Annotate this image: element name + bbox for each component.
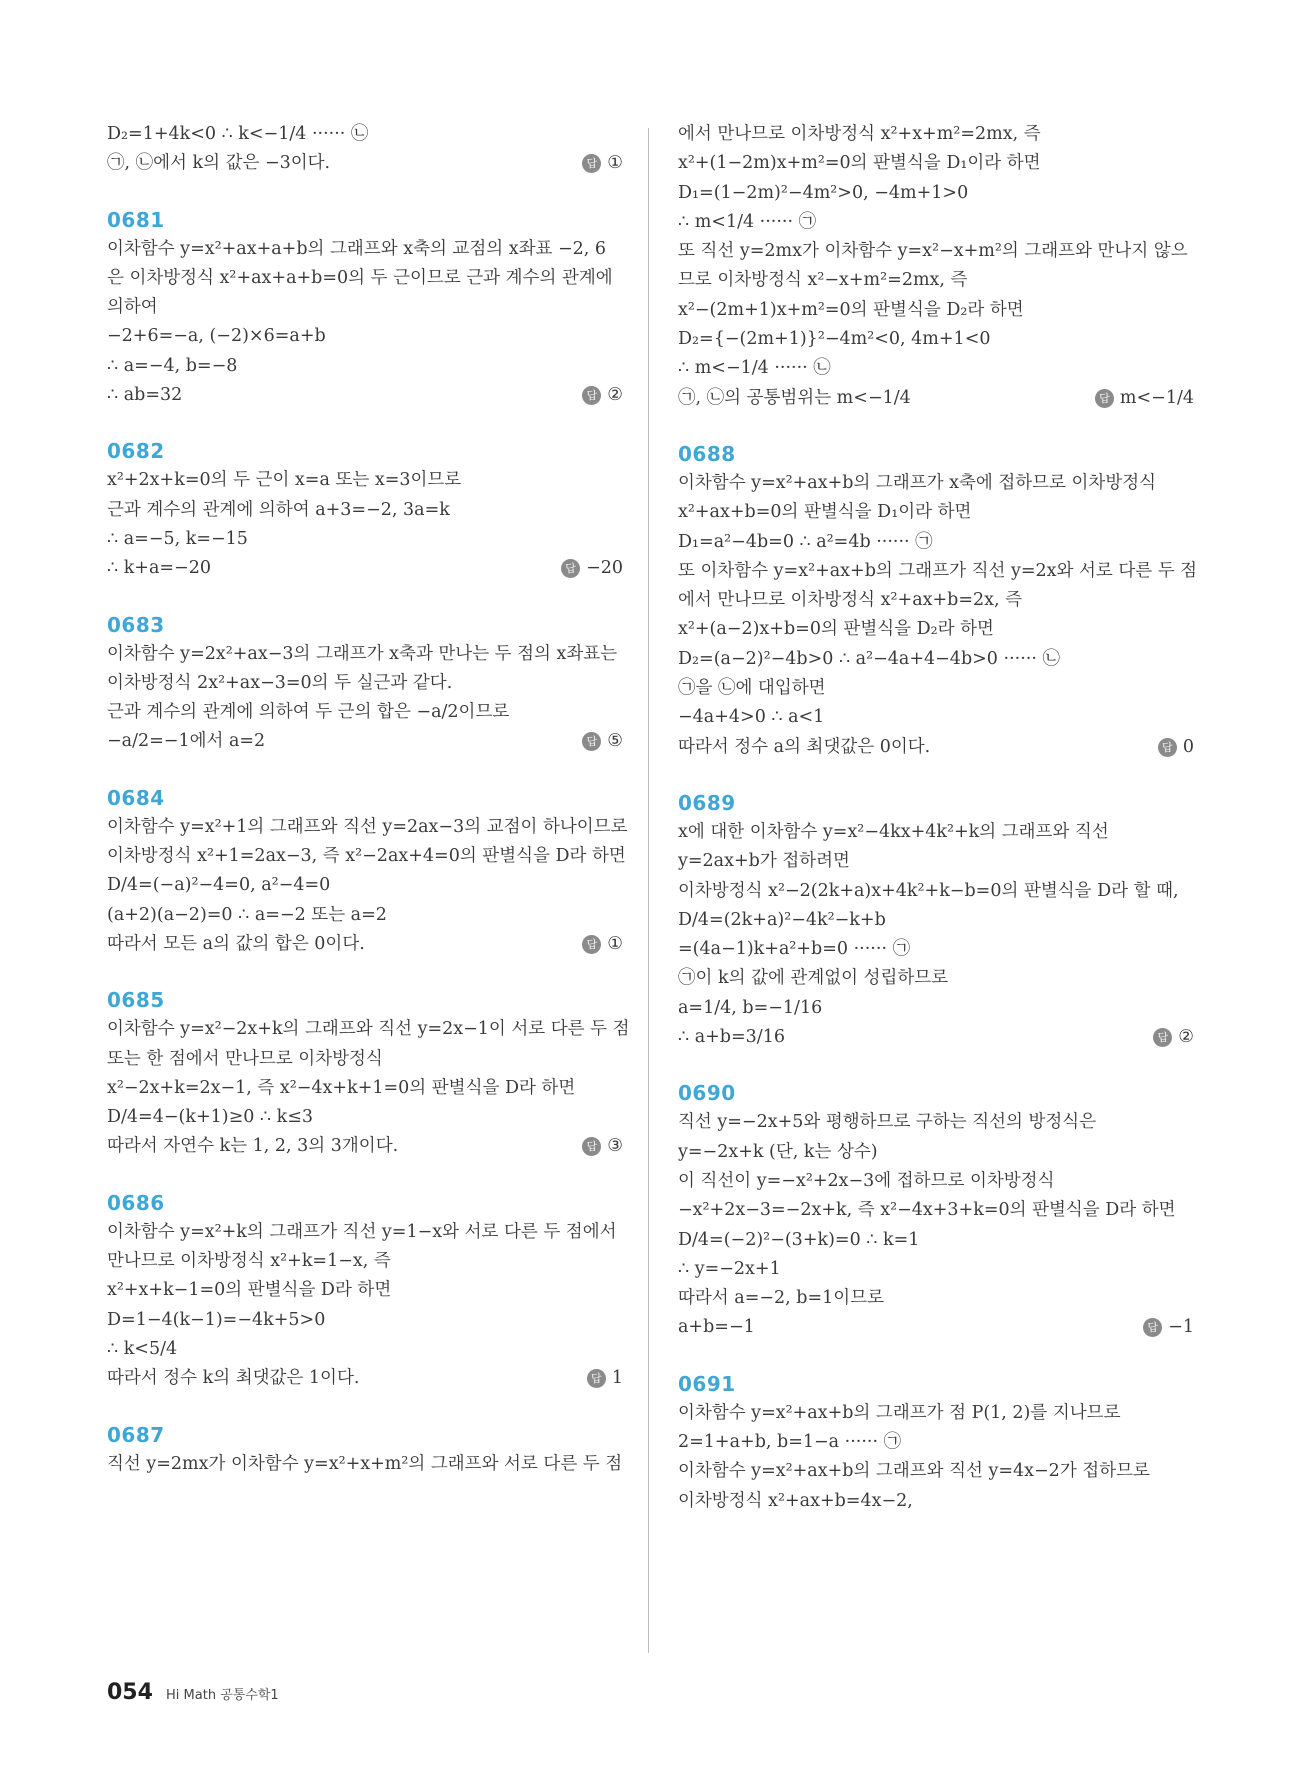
solution-line bbox=[678, 674, 1194, 703]
solution-line bbox=[107, 235, 623, 264]
solution-text: x²−(2m+1)x+m²=0의 판별식을 D₂라 하면 bbox=[678, 299, 1024, 320]
solution-text: ∴ k<5/4 bbox=[107, 1338, 178, 1359]
solution-line bbox=[107, 1247, 623, 1276]
solution-text: ∴ a+b=3/16 bbox=[678, 1027, 785, 1048]
answer-badge-icon: 답 bbox=[582, 935, 601, 954]
solution-text: 에서 만나므로 이차방정식 x²+ax+b=2x, 즉 bbox=[678, 590, 1023, 611]
solution-text: 이차함수 y=x²+ax+b의 그래프가 점 P(1, 2)를 지나므로 bbox=[678, 1402, 1121, 1423]
answer-value: ② bbox=[607, 385, 623, 406]
solution-line bbox=[107, 1045, 623, 1074]
answer bbox=[587, 1364, 623, 1393]
solution-text: 또는 한 점에서 만나므로 이차방정식 bbox=[107, 1048, 383, 1069]
solution-line bbox=[107, 1218, 623, 1247]
answer-badge-icon: 답 bbox=[1153, 1028, 1172, 1047]
solution-line bbox=[678, 120, 1194, 149]
solution-text: a=1/4, b=−1/16 bbox=[678, 997, 823, 1018]
page-footer bbox=[107, 1680, 279, 1705]
solution-line bbox=[678, 964, 1194, 993]
answer-badge-icon: 답 bbox=[1158, 738, 1177, 757]
answer-line bbox=[678, 1313, 1194, 1342]
solution-text: ∴ k+a=−20 bbox=[107, 558, 211, 579]
answer-value: ③ bbox=[607, 1136, 623, 1157]
solution-line bbox=[107, 1103, 623, 1132]
solution-line bbox=[107, 322, 623, 351]
solution-line bbox=[678, 149, 1194, 178]
solution-text: 이차방정식 x²+1=2ax−3, 즉 x²−2ax+4=0의 판별식을 D라 하면 bbox=[107, 846, 626, 867]
problem-number: 0687 bbox=[107, 1422, 165, 1447]
solution-line bbox=[107, 1450, 623, 1479]
solution-text: 이차함수 y=2x²+ax−3의 그래프가 x축과 만나는 두 점의 x좌표는 bbox=[107, 643, 618, 664]
problem-number: 0683 bbox=[107, 612, 165, 637]
solution-text: 따라서 자연수 k는 1, 2, 3의 3개이다. bbox=[107, 1136, 399, 1157]
solution-text: D₁=(1−2m)²−4m²>0, −4m+1>0 bbox=[678, 182, 969, 203]
solution-text: ㉠이 k의 값에 관계없이 성립하므로 bbox=[678, 968, 949, 989]
solution-text: D₁=a²−4b=0 ∴ a²=4b ······ ㉠ bbox=[678, 531, 933, 552]
solution-line bbox=[107, 293, 623, 322]
solution-text: D=1−4(k−1)=−4k+5>0 bbox=[107, 1309, 326, 1330]
problem-section bbox=[678, 439, 1198, 762]
solution-text: 이차함수 y=x²+ax+b의 그래프와 직선 y=4x−2가 접하므로 bbox=[678, 1461, 1150, 1482]
solution-text: D₂=1+4k<0 ∴ k<−1/4 ······ ㉡ bbox=[107, 124, 369, 144]
solution-text: ∴ y=−2x+1 bbox=[678, 1258, 781, 1279]
solution-line bbox=[107, 640, 623, 669]
answer-badge-icon: 답 bbox=[582, 1137, 601, 1156]
solution-text: ∴ a=−5, k=−15 bbox=[107, 528, 248, 549]
solution-line bbox=[678, 1487, 1194, 1516]
answer-value: ① bbox=[607, 153, 623, 174]
solution-line bbox=[678, 498, 1194, 527]
answer bbox=[1158, 733, 1194, 762]
solution-line bbox=[678, 615, 1194, 644]
answer-value: 0 bbox=[1182, 736, 1194, 757]
answer-badge-icon: 답 bbox=[587, 1369, 606, 1388]
solution-line bbox=[678, 586, 1194, 615]
solution-text: −x²+2x−3=−2x+k, 즉 x²−4x+3+k=0의 판별식을 D라 하면 bbox=[678, 1200, 1176, 1221]
answer-badge-icon: 답 bbox=[1095, 389, 1114, 408]
problem-section bbox=[107, 436, 623, 583]
solution-line bbox=[107, 1306, 623, 1335]
solution-text: 따라서 모든 a의 값의 합은 0이다. bbox=[107, 933, 365, 954]
answer-badge-icon: 답 bbox=[582, 386, 601, 405]
solution-text: 이차방정식 x²−2(2k+a)x+4k²+k−b=0의 판별식을 D라 할 때, bbox=[678, 880, 1179, 901]
solution-text: −a/2=−1에서 a=2 bbox=[107, 731, 266, 752]
answer-value: −20 bbox=[586, 558, 623, 579]
answer-line bbox=[678, 384, 1194, 413]
answer bbox=[582, 727, 623, 756]
answer-badge-icon: 답 bbox=[561, 559, 580, 578]
answer bbox=[1153, 1023, 1194, 1052]
solution-text: 근과 계수의 관계에 의하여 두 근의 합은 −a/2이므로 bbox=[107, 702, 510, 723]
problem-number: 0686 bbox=[107, 1190, 165, 1215]
solution-text: 이 직선이 y=−x²+2x−3에 접하므로 이차방정식 bbox=[678, 1170, 1055, 1191]
solution-line bbox=[107, 1074, 623, 1103]
solution-line bbox=[678, 1255, 1194, 1284]
answer-line bbox=[107, 149, 623, 178]
problem-section bbox=[678, 1369, 1194, 1516]
answer-value: ① bbox=[607, 933, 623, 954]
solution-line bbox=[107, 466, 623, 495]
solution-line bbox=[678, 469, 1194, 498]
solution-line bbox=[107, 1276, 623, 1305]
solution-text: 이차방정식 x²+ax+b=4x−2, bbox=[678, 1490, 913, 1511]
solution-text: x에 대한 이차함수 y=x²−4kx+4k²+k의 그래프와 직선 bbox=[678, 821, 1109, 842]
solution-text: (a+2)(a−2)=0 ∴ a=−2 또는 a=2 bbox=[107, 904, 387, 925]
solution-line bbox=[678, 1284, 1194, 1313]
problem-section bbox=[107, 1188, 623, 1394]
answer bbox=[1143, 1313, 1194, 1342]
column-divider bbox=[648, 128, 649, 1653]
book-title: Hi Math 공통수학1 bbox=[166, 1688, 279, 1703]
answer-value: −1 bbox=[1168, 1317, 1194, 1338]
right-column bbox=[678, 120, 1198, 1516]
problem-number: 0689 bbox=[678, 790, 736, 815]
answer bbox=[561, 554, 623, 583]
solution-line bbox=[678, 906, 1194, 935]
solution-line bbox=[678, 935, 1194, 964]
solution-line bbox=[678, 1108, 1194, 1137]
problem-number: 0685 bbox=[107, 988, 165, 1013]
answer-value: 1 bbox=[611, 1368, 623, 1389]
answer-value: ⑤ bbox=[607, 731, 623, 752]
solution-text: 또 직선 y=2mx가 이차함수 y=x²−x+m²의 그래프와 만나지 않으 bbox=[678, 241, 1188, 262]
problem-number: 0681 bbox=[107, 207, 165, 232]
solution-text: 만나므로 이차방정식 x²+k=1−x, 즉 bbox=[107, 1251, 391, 1272]
answer-line bbox=[107, 727, 623, 756]
problem-number: 0688 bbox=[678, 441, 736, 466]
solution-line bbox=[107, 1335, 623, 1364]
solution-text: ㉠, ㉡에서 k의 값은 −3이다. bbox=[107, 153, 331, 174]
solution-text: ∴ m<1/4 ······ ㉠ bbox=[678, 211, 817, 232]
solution-line bbox=[678, 557, 1198, 586]
solution-text: 근과 계수의 관계에 의하여 a+3=−2, 3a=k bbox=[107, 499, 450, 520]
solution-line bbox=[678, 208, 1194, 237]
answer bbox=[582, 1132, 623, 1161]
solution-text: 따라서 정수 a의 최댓값은 0이다. bbox=[678, 736, 931, 757]
solution-text: −2+6=−a, (−2)×6=a+b bbox=[107, 326, 326, 347]
answer-line bbox=[678, 733, 1194, 762]
solution-line bbox=[678, 877, 1194, 906]
solution-text: D₂=(a−2)²−4b>0 ∴ a²−4a+4−4b>0 ······ ㉡ bbox=[678, 648, 1060, 669]
answer bbox=[582, 149, 623, 178]
problem-number: 0690 bbox=[678, 1081, 736, 1106]
problem-section bbox=[107, 205, 623, 411]
solution-line bbox=[678, 1457, 1194, 1486]
solution-line bbox=[678, 528, 1194, 557]
solution-text: 2=1+a+b, b=1−a ······ ㉠ bbox=[678, 1431, 902, 1452]
answer-line bbox=[678, 1023, 1194, 1052]
solution-text: D/4=4−(k+1)≥0 ∴ k≤3 bbox=[107, 1107, 314, 1128]
problem-section bbox=[107, 1420, 623, 1479]
solution-text: y=−2x+k (단, k는 상수) bbox=[678, 1141, 878, 1162]
solution-line bbox=[107, 669, 623, 698]
solution-text: 이차함수 y=x²+1의 그래프와 직선 y=2ax−3의 교점이 하나이므로 bbox=[107, 816, 628, 837]
answer-value: m<−1/4 bbox=[1119, 387, 1194, 408]
problem-section bbox=[678, 1078, 1194, 1342]
solution-text: D/4=(−a)²−4=0, a²−4=0 bbox=[107, 875, 331, 896]
solution-text: 이차함수 y=x²+ax+a+b의 그래프와 x축의 교점의 x좌표 −2, 6 bbox=[107, 238, 607, 259]
solution-text: 따라서 정수 k의 최댓값은 1이다. bbox=[107, 1368, 360, 1389]
solution-line bbox=[107, 525, 623, 554]
solution-text: 직선 y=2mx가 이차함수 y=x²+x+m²의 그래프와 서로 다른 두 점 bbox=[107, 1453, 623, 1474]
solution-text: 또 이차함수 y=x²+ax+b의 그래프가 직선 y=2x와 서로 다른 두 점 bbox=[678, 560, 1198, 581]
solution-text: ㉠, ㉡의 공통범위는 m<−1/4 bbox=[678, 387, 911, 408]
solution-line bbox=[107, 698, 623, 727]
answer-line bbox=[107, 381, 623, 410]
solution-line bbox=[107, 352, 623, 381]
solution-line bbox=[678, 179, 1194, 208]
problem-section bbox=[107, 783, 628, 959]
answer-badge-icon: 답 bbox=[582, 732, 601, 751]
solution-line bbox=[107, 813, 628, 842]
solution-text: D/4=(2k+a)²−4k²−k+b bbox=[678, 909, 886, 930]
solution-line bbox=[107, 871, 623, 900]
solution-text: =(4a−1)k+a²+b=0 ······ ㉠ bbox=[678, 939, 911, 960]
solution-line bbox=[107, 842, 626, 871]
solution-text: 직선 y=−2x+5와 평행하므로 구하는 직선의 방정식은 bbox=[678, 1112, 1097, 1133]
solution-text: ∴ a=−4, b=−8 bbox=[107, 355, 238, 376]
solution-text: 에서 만나므로 이차방정식 x²+x+m²=2mx, 즉 bbox=[678, 124, 1041, 144]
solution-text: 이차함수 y=x²−2x+k의 그래프와 직선 y=2x−1이 서로 다른 두 점 bbox=[107, 1019, 630, 1040]
solution-text: ∴ m<−1/4 ······ ㉡ bbox=[678, 358, 831, 379]
answer-line bbox=[107, 1132, 623, 1161]
solution-text: 이차함수 y=x²+k의 그래프가 직선 y=1−x와 서로 다른 두 점에서 bbox=[107, 1221, 617, 1242]
solution-text: D₂={−(2m+1)}²−4m²<0, 4m+1<0 bbox=[678, 329, 991, 350]
solution-line bbox=[678, 354, 1194, 383]
solution-text: 이차함수 y=x²+ax+b의 그래프가 x축에 접하므로 이차방정식 bbox=[678, 472, 1157, 493]
answer-value: ② bbox=[1178, 1027, 1194, 1048]
solution-line bbox=[678, 645, 1194, 674]
answer-line bbox=[107, 554, 623, 583]
solution-line bbox=[678, 1399, 1194, 1428]
solution-line bbox=[107, 496, 623, 525]
answer bbox=[582, 930, 623, 959]
solution-line bbox=[678, 296, 1194, 325]
solution-line bbox=[678, 1428, 1194, 1457]
problem-number: 0682 bbox=[107, 439, 165, 464]
solution-line bbox=[678, 818, 1194, 847]
answer-line bbox=[107, 930, 623, 959]
problem-section bbox=[107, 610, 623, 757]
solution-text: x²+ax+b=0의 판별식을 D₁이라 하면 bbox=[678, 502, 972, 523]
problem-section bbox=[107, 985, 630, 1161]
solution-line bbox=[678, 1226, 1194, 1255]
page-number: 054 bbox=[107, 1680, 153, 1705]
solution-line bbox=[107, 264, 623, 293]
solution-line bbox=[107, 120, 623, 149]
solution-text: 따라서 a=−2, b=1이므로 bbox=[678, 1288, 885, 1309]
solution-line bbox=[678, 266, 1194, 295]
solution-text: 은 이차방정식 x²+ax+a+b=0의 두 근이므로 근과 계수의 관계에 bbox=[107, 267, 613, 288]
solution-text: a+b=−1 bbox=[678, 1317, 755, 1338]
problem-section bbox=[678, 788, 1194, 1052]
solution-line bbox=[107, 901, 623, 930]
solution-text: ㉠을 ㉡에 대입하면 bbox=[678, 678, 826, 699]
answer bbox=[1095, 384, 1194, 413]
solution-line bbox=[678, 325, 1194, 354]
solution-text: x²+(1−2m)x+m²=0의 판별식을 D₁이라 하면 bbox=[678, 153, 1041, 174]
solution-line bbox=[678, 1138, 1194, 1167]
problem-number: 0691 bbox=[678, 1371, 736, 1396]
solution-line bbox=[678, 847, 1194, 876]
solution-text: x²+x+k−1=0의 판별식을 D라 하면 bbox=[107, 1280, 392, 1301]
solution-text: ∴ ab=32 bbox=[107, 385, 183, 406]
answer-badge-icon: 답 bbox=[1143, 1318, 1162, 1337]
solution-text: x²+2x+k=0의 두 근이 x=a 또는 x=3이므로 bbox=[107, 470, 462, 491]
answer-badge-icon: 답 bbox=[582, 154, 601, 173]
left-column bbox=[107, 120, 630, 1479]
solution-line bbox=[678, 994, 1194, 1023]
solution-text: x²+(a−2)x+b=0의 판별식을 D₂라 하면 bbox=[678, 619, 994, 640]
solution-text: D/4=(−2)²−(3+k)=0 ∴ k=1 bbox=[678, 1229, 920, 1250]
solution-text: 의하여 bbox=[107, 297, 158, 318]
solution-text: 이차방정식 2x²+ax−3=0의 두 실근과 같다. bbox=[107, 672, 453, 693]
answer bbox=[582, 381, 623, 410]
solution-text: −4a+4>0 ∴ a<1 bbox=[678, 707, 825, 728]
solution-line bbox=[678, 1196, 1194, 1225]
answer-line bbox=[107, 1364, 623, 1393]
solution-line bbox=[107, 1015, 630, 1044]
solution-text: y=2ax+b가 접하려면 bbox=[678, 851, 850, 872]
solution-text: x²−2x+k=2x−1, 즉 x²−4x+k+1=0의 판별식을 D라 하면 bbox=[107, 1077, 576, 1098]
solution-line bbox=[678, 237, 1194, 266]
problem-number: 0684 bbox=[107, 785, 165, 810]
solution-text: 므로 이차방정식 x²−x+m²=2mx, 즉 bbox=[678, 270, 968, 291]
solution-line bbox=[678, 1167, 1194, 1196]
solution-line bbox=[678, 703, 1194, 732]
